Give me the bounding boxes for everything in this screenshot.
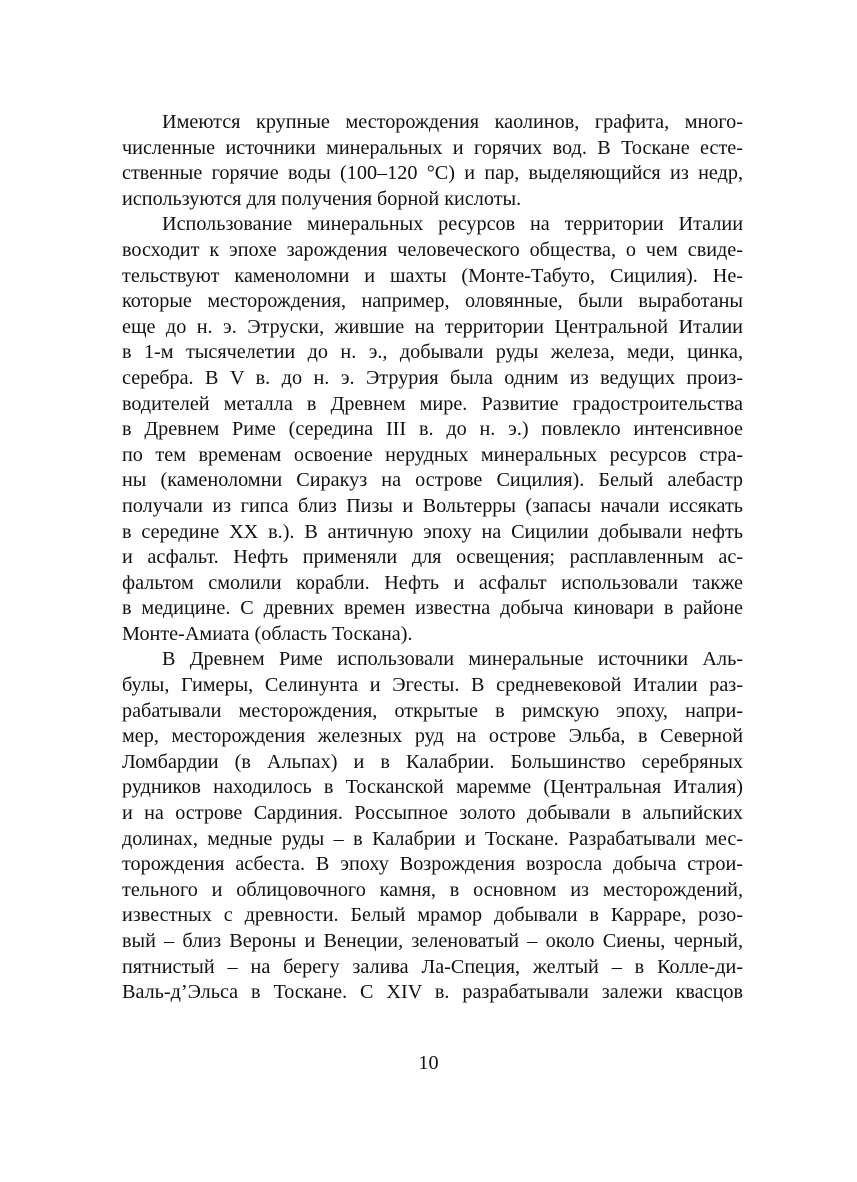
- text-line: восходит к эпохе зарождения человеческого общества, о чем свиде-: [122, 238, 743, 261]
- text-line: Ломбардии (в Альпах) и в Калабрии. Большинство серебряных: [122, 750, 743, 773]
- page-number: 10: [418, 1052, 439, 1074]
- text-line: ственные горячие воды (100–120 °С) и пар, выделяющийся из недр,: [122, 162, 743, 185]
- text-line: Валь-д’Эльса в Тоскане. С XIV в. разрабатывали залежи квасцов: [122, 981, 743, 1004]
- text-line: ны (каменоломни Сиракуз на острове Сицилия). Белый алебастр: [122, 469, 743, 492]
- text-line: торождения асбеста. В эпоху Возрождения возросла добыча строи-: [122, 853, 743, 876]
- text-line: серебра. В V в. до н. э. Этрурия была одним из ведущих произ-: [122, 366, 743, 389]
- text-line: в середине XX в.). В античную эпоху на Сицилии добывали нефть: [122, 520, 743, 543]
- text-line: которые месторождения, например, оловянные, были выработаны: [122, 290, 743, 313]
- paragraph-1: [122, 110, 743, 212]
- text-line: еще до н. э. Этруски, жившие на территории Центральной Италии: [122, 315, 743, 338]
- text-line: численные источники минеральных и горячих вод. В Тоскане есте-: [122, 136, 743, 159]
- text-line: Использование минеральных ресурсов на территории Италии: [162, 213, 743, 236]
- text-line: водителей металла в Древнем мире. Развитие градостроительства: [122, 392, 743, 415]
- text-line: известных с древности. Белый мрамор добывали в Карраре, розо-: [122, 904, 743, 927]
- page-body: [122, 110, 743, 1006]
- text-line: и асфальт. Нефть применяли для освещения; расплавленным ас-: [122, 546, 743, 569]
- text-line: фальтом смолили корабли. Нефть и асфальт использовали также: [122, 571, 743, 594]
- text-line: тельного и облицовочного камня, в основном из месторождений,: [122, 878, 743, 901]
- text-line: булы, Гимеры, Селинунта и Эгесты. В средневековой Италии раз-: [122, 674, 743, 697]
- text-line: пятнистый – на берегу залива Ла-Специя, желтый – в Колле-ди-: [122, 955, 743, 978]
- text-line: тельствуют каменоломни и шахты (Монте-Табуто, Сицилия). Не-: [122, 264, 743, 287]
- text-line: в Древнем Риме (середина III в. до н. э.) повлекло интенсивное: [122, 418, 743, 441]
- text-line: и на острове Сардиния. Россыпное золото добывали в альпийских: [122, 802, 743, 825]
- text-line: используются для получения борной кислоты.: [122, 187, 522, 210]
- text-line: в 1-м тысячелетии до н. э., добывали руды железа, меди, цинка,: [122, 341, 743, 364]
- paragraph-3: [122, 647, 743, 1005]
- text-line: по тем временам освоение нерудных минеральных ресурсов стра-: [122, 443, 743, 466]
- text-line: Монте-Амиата (область Тоскана).: [122, 622, 413, 645]
- text-line: получали из гипса близ Пизы и Вольтерры (запасы начали иссякать: [122, 494, 743, 517]
- text-line: мер, месторождения железных руд на острове Эльба, в Северной: [122, 725, 743, 748]
- text-line: вый – близ Вероны и Венеции, зеленоватый – около Сиены, черный,: [122, 930, 743, 952]
- paragraph-2: [122, 212, 743, 647]
- text-line: долинах, медные руды – в Калабрии и Тоскане. Разрабатывали мес-: [122, 827, 743, 850]
- text-line: Имеются крупные месторождения каолинов, графита, много-: [162, 111, 743, 133]
- text-line: рабатывали месторождения, открытые в римскую эпоху, напри-: [122, 699, 743, 722]
- text-line: рудников находилось в Тосканской маремме (Центральная Италия): [122, 776, 743, 799]
- text-line: В Древнем Риме использовали минеральные источники Аль-: [162, 648, 743, 671]
- text-line: в медицине. С древних времен известна добыча киновари в районе: [122, 597, 743, 620]
